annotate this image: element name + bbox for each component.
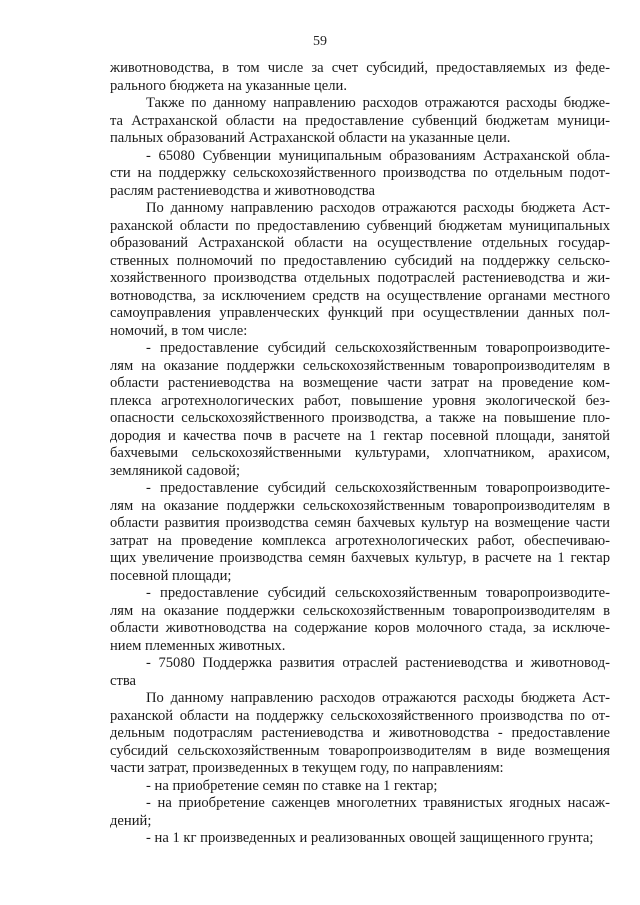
text-line: номочий, в том числе:: [110, 322, 248, 339]
text-line: - на приобретение саженцев многолетних травянистых ягодных насаж-: [146, 795, 610, 811]
text-line: рального бюджета на указанные цели.: [110, 77, 347, 94]
text-line: области растениеводства на возмещение части затрат на проведение ком-: [110, 375, 610, 391]
page-number: 59: [313, 34, 327, 49]
text-line: образований Астраханской области на осуществление отдельных государ-: [110, 235, 610, 251]
text-line: лям на оказание поддержки сельскохозяйственным товаропроизводителям в: [110, 497, 610, 514]
text-line: - 75080 Поддержка развития отраслей растениеводства и животновод-: [146, 655, 610, 671]
body-text: [110, 60, 610, 848]
text-line: опасности сельскохозяйственного производства, а также на повышение пло-: [110, 410, 610, 426]
text-line: животноводства, в том числе за счет субсидий, предоставляемых из феде-: [110, 60, 610, 76]
text-line: ства: [110, 672, 137, 689]
text-line: плекса агротехнологических работ, повышение уровня экологической без-: [110, 392, 610, 409]
text-line: та Астраханской области на предоставление субвенций бюджетам муници-: [110, 112, 610, 129]
text-line: - на 1 кг произведенных и реализованных овощей защищенного грунта;: [146, 830, 594, 846]
text-line: вотноводства, за исключением средств на осуществление органами местного: [110, 287, 610, 304]
text-line: затрат на проведение комплекса агротехнологических работ, обеспечиваю-: [110, 532, 610, 549]
text-line: бахчевыми сельскохозяйственными культурами, хлопчатником, арахисом,: [110, 445, 610, 461]
text-line: щих увеличение производства семян бахчевых культур, в расчете на 1 гектар: [110, 550, 610, 566]
text-line: земляникой садовой;: [110, 462, 241, 479]
text-line: По данному направлению расходов отражаются расходы бюджета Аст-: [146, 200, 610, 216]
text-line: - предоставление субсидий сельскохозяйственным товаропроизводите-: [146, 480, 610, 496]
text-line: части затрат, произведенных в текущем году, по направлениям:: [110, 760, 504, 776]
text-line: - 65080 Субвенции муниципальным образованиям Астраханской обла-: [146, 147, 610, 164]
text-line: субсидий сельскохозяйственным товаропроизводителям в виде возмещения: [110, 742, 610, 759]
text-line: - на приобретение семян по ставке на 1 гектар;: [146, 777, 438, 794]
text-line: дельным подотраслям растениеводства и животноводства - предоставление: [110, 725, 610, 741]
text-line: лям на оказание поддержки сельскохозяйственным товаропроизводителям в: [110, 602, 610, 619]
text-line: области животноводства на содержание коров молочного стада, за исключе-: [110, 620, 610, 636]
text-line: хозяйственного производства отдельных подотраслей растениеводства и жи-: [110, 270, 610, 286]
text-line: Также по данному направлению расходов отражаются расходы бюдже-: [146, 95, 610, 111]
text-line: По данному направлению расходов отражаются расходы бюджета Аст-: [146, 690, 610, 706]
text-line: области развития производства семян бахчевых культур на возмещение части: [110, 515, 610, 531]
text-line: лям на оказание поддержки сельскохозяйственным товаропроизводителям в: [110, 357, 610, 374]
text-line: дородия и качества почв в расчете на 1 гектар посевной площади, занятой: [110, 427, 610, 444]
text-line: раханской области по предоставлению субвенций бюджетам муниципальных: [110, 217, 610, 234]
text-line: пальных образований Астраханской области на указанные цели.: [110, 130, 511, 146]
text-line: дений;: [110, 812, 152, 829]
text-line: - предоставление субсидий сельскохозяйственным товаропроизводите-: [146, 585, 610, 601]
text-line: ственных полномочий по предоставлению субсидий на поддержку сельско-: [110, 252, 610, 269]
text-line: сти на поддержку сельскохозяйственного производства по отдельным подот-: [110, 165, 610, 181]
text-line: - предоставление субсидий сельскохозяйственным товаропроизводите-: [146, 340, 610, 356]
text-line: нием племенных животных.: [110, 637, 286, 654]
text-line: раслям растениеводства и животноводства: [110, 182, 375, 199]
text-line: самоуправления управленческих функций при осуществлении данных пол-: [110, 305, 610, 321]
text-line: посевной площади;: [110, 567, 232, 584]
text-line: раханской области на поддержку сельскохозяйственного производства по от-: [110, 707, 610, 724]
